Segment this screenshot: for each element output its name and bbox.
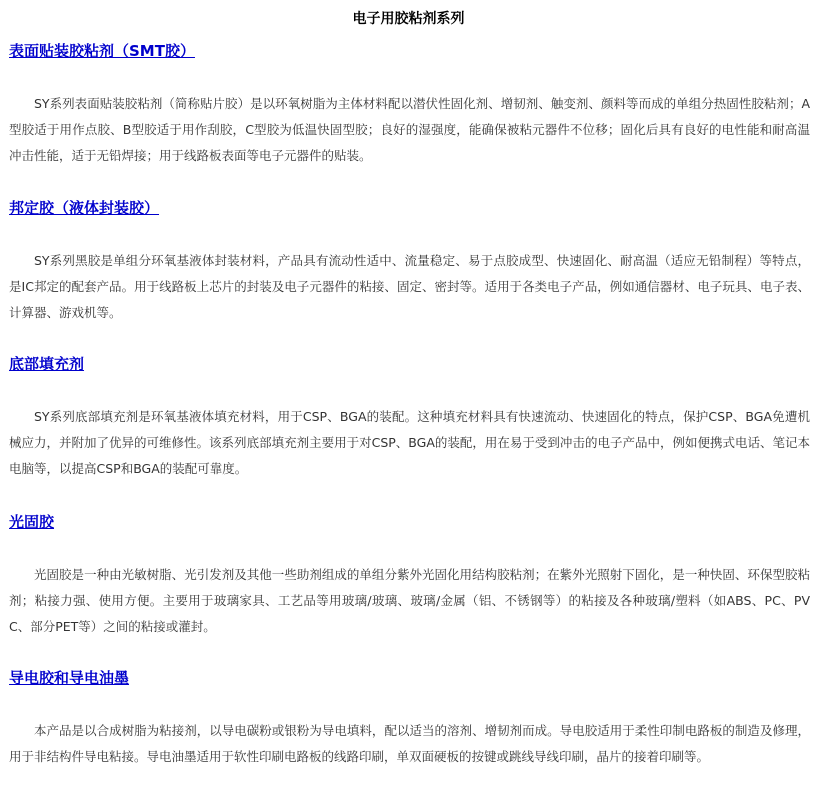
section-uv-adhesive (0, 512, 817, 640)
section-heading-link[interactable]: 表面贴装胶粘剂（SMT胶） (9, 42, 195, 60)
section-body-text: SY系列黑胶是单组分环氧基液体封装材料，产品具有流动性适中、流量稳定、易于点胶成型、快速固化、耐高温（适应无铅制程）等特点，是IC邦定的配套产品。用于线路板上芯片的封装及电子元器件的粘接、固定、密封等。适用于各类电子产品，例如通信器材、电子玩具、电子表、计算器、游戏机等。 (9, 253, 810, 320)
section-body-text: SY系列底部填充剂是环氧基液体填充材料，用于CSP、BGA的装配。这种填充材料具有快速流动、快速固化的特点，保护CSP、BGA免遭机械应力，并附加了优异的可维修性。该系列底部填充剂主要用于对CSP、BGA的装配，用在易于受到冲击的电子产品中，例如便携式电话、笔记本电脑等，以提高CSP和BGA的装配可靠度。 (9, 409, 810, 476)
section-conductive-adhesive (0, 668, 817, 770)
section-heading-link[interactable]: 导电胶和导电油墨 (9, 669, 130, 687)
section-body-text: 本产品是以合成树脂为粘接剂，以导电碳粉或银粉为导电填料，配以适当的溶剂、增韧剂而成。导电胶适用于柔性印制电路板的制造及修理，用于非结构件导电粘接。导电油墨适用于软性印刷电路板的线路印刷，单双面硬板的按键或跳线导线印刷，晶片的接着印刷等。 (9, 723, 810, 764)
section-body-text: SY系列表面贴装胶粘剂（简称贴片胶）是以环氧树脂为主体材料配以潜伏性固化剂、增韧剂、触变剂、颜料等而成的单组分热固性胶粘剂；A型胶适于用作点胶、B型胶适于用作刮胶，C型胶为低温快固型胶；良好的湿强度，能确保被粘元器件不位移；固化后具有良好的电性能和耐高温冲击性能，适于无铅焊接；用于线路板表面等电子元器件的贴装。 (9, 96, 810, 163)
section-heading-link[interactable]: 邦定胶（液体封装胶） (9, 199, 160, 217)
section-heading-link[interactable]: 底部填充剂 (9, 355, 85, 373)
section-underfill (0, 354, 817, 482)
document-title: 电子用胶粘剂系列 (352, 11, 465, 27)
section-bonding-adhesive (0, 198, 817, 326)
section-smt-adhesive (0, 41, 817, 169)
section-body-text: 光固胶是一种由光敏树脂、光引发剂及其他一些助剂组成的单组分紫外光固化用结构胶粘剂；在紫外光照射下固化，是一种快固、环保型胶粘剂；粘接力强、使用方便。主要用于玻璃家具、工艺品等用玻璃/玻璃、玻璃/金属（铝、不锈钢等）的粘接及各种玻璃/塑料（如ABS、PC、PVC、部分PET等）之间的粘接或灌封。 (9, 567, 810, 634)
section-heading-link[interactable]: 光固胶 (9, 513, 55, 531)
